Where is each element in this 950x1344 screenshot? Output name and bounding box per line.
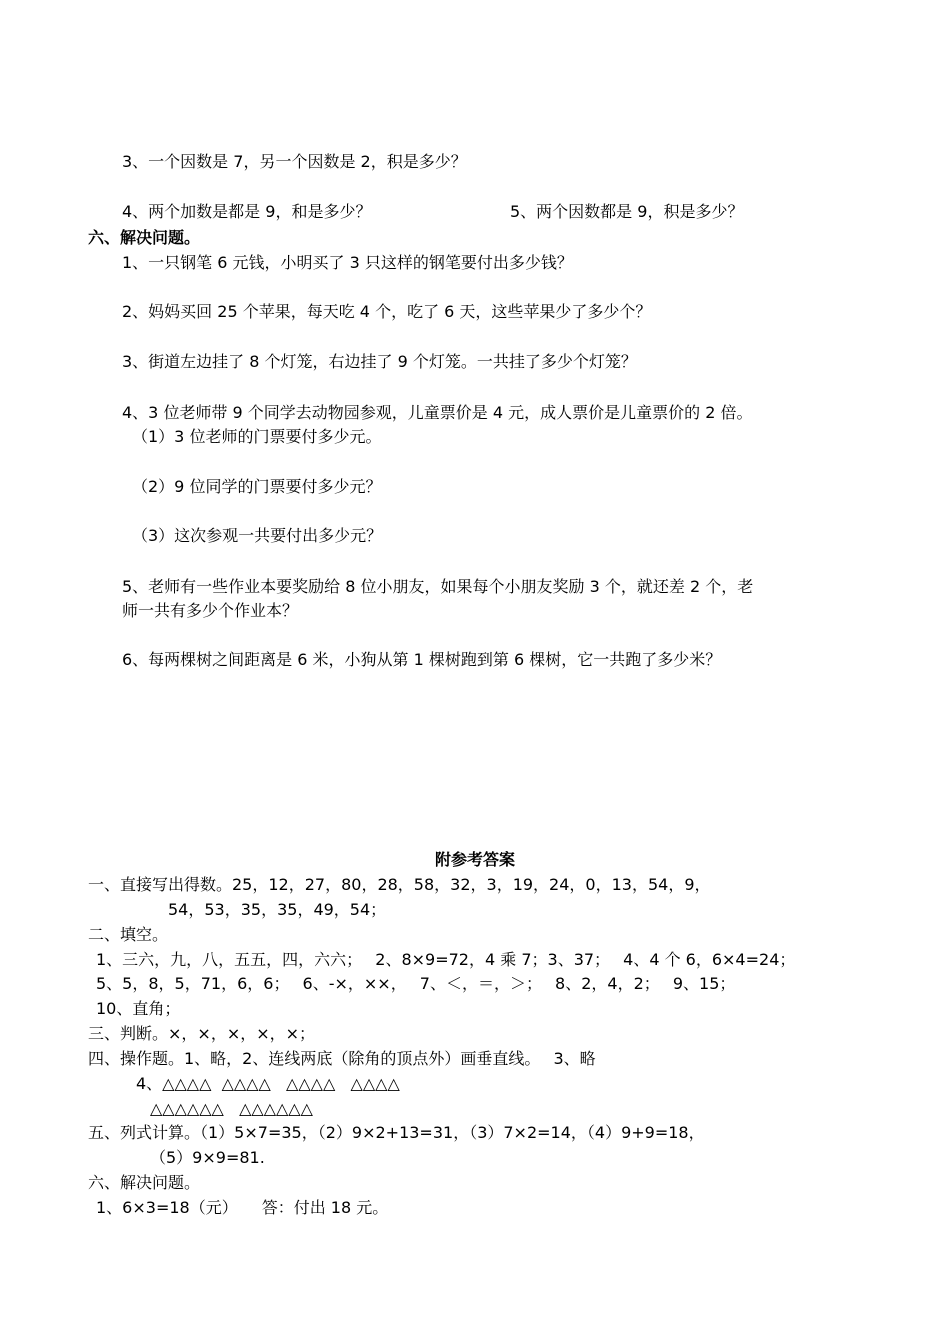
answer-4-line3: △△△△△△ △△△△△△	[150, 1099, 313, 1118]
section6-q6: 6、每两棵树之间距离是 6 米，小狗从第 1 棵树跑到第 6 棵树，它一共跑了多少米？	[122, 650, 722, 669]
section6-q4-sub3: （3）这次参观一共要付出多少元？	[132, 526, 383, 545]
answer-6-heading: 六、解决问题。	[88, 1173, 201, 1192]
answer-1-line1: 一、直接写出得数。25，12，27，80，28，58，32，3，19，24，0，13，54，9，	[88, 875, 711, 894]
answer-5-line2: （5）9×9=81.	[150, 1148, 265, 1167]
section6-q3: 3、街道左边挂了 8 个灯笼，右边挂了 9 个灯笼。一共挂了多少个灯笼？	[122, 352, 637, 371]
section5-q4: 4、两个加数是都是 9，和是多少？	[122, 202, 372, 221]
answer-1-line2: 54，53，35，35，49，54；	[168, 900, 387, 919]
section6-q5-line2: 师一共有多少个作业本？	[122, 601, 299, 620]
section5-q3: 3、一个因数是 7，另一个因数是 2，积是多少？	[122, 152, 467, 171]
section6-q1: 1、一只钢笔 6 元钱，小明买了 3 只这样的钢笔要付出多少钱？	[122, 253, 573, 272]
answer-4-line2: 4、△△△△ △△△△ △△△△ △△△△	[136, 1074, 400, 1093]
answer-5-line1: 五、列式计算。（1）5×7=35，（2）9×2+13=31，（3）7×2=14，（4）9+9=18，	[88, 1123, 705, 1142]
section6-q2: 2、妈妈买回 25 个苹果，每天吃 4 个，吃了 6 天，这些苹果少了多少个？	[122, 302, 652, 321]
answer-4-line1: 四、操作题。1、略，2、连线两底（除角的顶点外）画垂直线。 3、略	[88, 1049, 596, 1068]
section6-q5-line1: 5、老师有一些作业本要奖励给 8 位小朋友，如果每个小朋友奖励 3 个，就还差 2 个，老	[122, 577, 754, 596]
section6-q4-sub2: （2）9 位同学的门票要付多少元？	[132, 477, 382, 496]
section5-q5: 5、两个因数都是 9，积是多少？	[510, 202, 744, 221]
answers-title: 附参考答案	[434, 850, 515, 869]
answer-6-line1: 1、6×3=18（元） 答：付出 18 元。	[96, 1198, 389, 1217]
section6-q4: 4、3 位老师带 9 个同学去动物园参观，儿童票价是 4 元，成人票价是儿童票价的 2 倍。	[122, 403, 753, 422]
section6-heading: 六、解决问题。	[88, 228, 201, 247]
answer-3: 三、判断。×，×，×，×，×；	[88, 1024, 316, 1043]
answer-2-line3: 10、直角；	[96, 999, 181, 1018]
answer-2-heading: 二、填空。	[88, 925, 169, 944]
answer-2-line2: 5、5，8，5，71，6，6； 6、-×，××， 7、＜，＝，＞； 8、2，4，2； 9、15；	[96, 974, 736, 993]
answer-2-line1: 1、三六，九，八，五五，四，六六； 2、8×9=72，4 乘 7；3、37； 4、4 个 6，6×4=24；	[96, 950, 796, 969]
section6-q4-sub1: （1）3 位老师的门票要付多少元。	[132, 427, 382, 446]
